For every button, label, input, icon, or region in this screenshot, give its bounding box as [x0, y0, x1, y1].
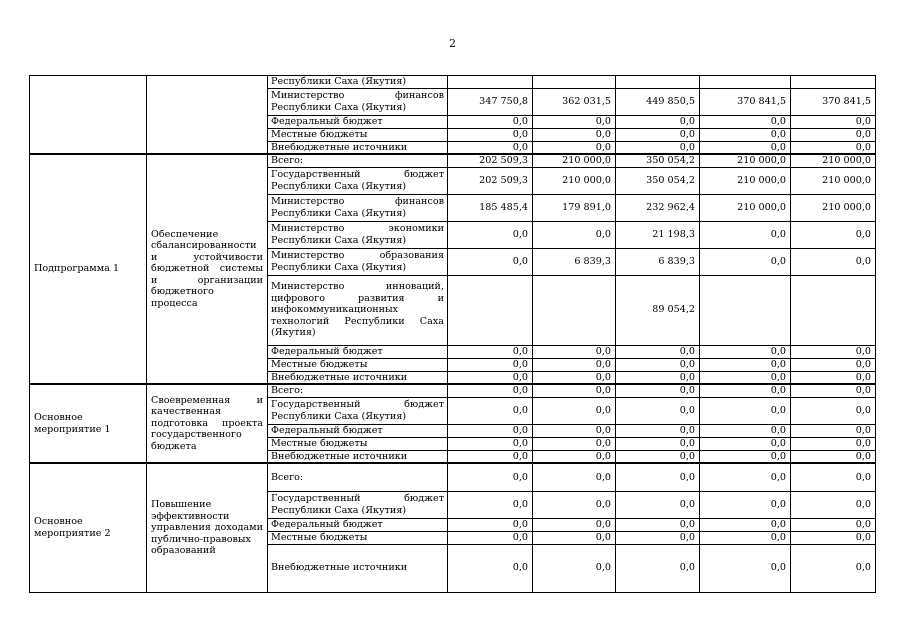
value-cell: 0,0 — [448, 450, 533, 463]
value-cell: 0,0 — [616, 518, 700, 531]
funding-source: Министерство финансов Республики Саха (Якутия) — [268, 88, 448, 115]
value-cell — [616, 76, 700, 89]
value-cell: 0,0 — [448, 544, 533, 592]
program-description — [147, 76, 268, 155]
value-cell: 0,0 — [791, 384, 876, 397]
value-cell: 0,0 — [616, 531, 700, 544]
value-cell: 0,0 — [700, 531, 791, 544]
value-cell: 6 839,3 — [616, 248, 700, 275]
value-cell: 202 509,3 — [448, 167, 533, 194]
funding-source: Республики Саха (Якутия) — [268, 76, 448, 89]
value-cell: 0,0 — [791, 531, 876, 544]
value-cell: 0,0 — [448, 221, 533, 248]
value-cell: 0,0 — [700, 491, 791, 518]
funding-source: Местные бюджеты — [268, 531, 448, 544]
table-row — [30, 76, 876, 89]
value-cell: 347 750,8 — [448, 88, 533, 115]
value-cell: 0,0 — [791, 437, 876, 450]
funding-source: Местные бюджеты — [268, 358, 448, 371]
value-cell: 350 054,2 — [616, 154, 700, 167]
funding-source: Федеральный бюджет — [268, 424, 448, 437]
value-cell: 0,0 — [791, 345, 876, 358]
funding-source: Федеральный бюджет — [268, 518, 448, 531]
value-cell: 21 198,3 — [616, 221, 700, 248]
table-row — [30, 384, 876, 397]
value-cell — [700, 76, 791, 89]
value-cell: 0,0 — [791, 221, 876, 248]
value-cell: 0,0 — [448, 491, 533, 518]
funding-source: Внебюджетные источники — [268, 544, 448, 592]
value-cell: 0,0 — [791, 115, 876, 128]
value-cell: 0,0 — [616, 463, 700, 491]
value-cell — [448, 275, 533, 345]
value-cell: 0,0 — [700, 384, 791, 397]
value-cell: 0,0 — [448, 463, 533, 491]
value-cell: 0,0 — [448, 384, 533, 397]
value-cell: 210 000,0 — [533, 167, 616, 194]
value-cell: 0,0 — [533, 463, 616, 491]
funding-source: Местные бюджеты — [268, 128, 448, 141]
value-cell: 210 000,0 — [533, 154, 616, 167]
value-cell: 0,0 — [616, 437, 700, 450]
value-cell — [533, 76, 616, 89]
value-cell: 0,0 — [791, 544, 876, 592]
program-label: Основное мероприятие 2 — [30, 463, 147, 592]
value-cell: 0,0 — [700, 518, 791, 531]
value-cell: 0,0 — [616, 141, 700, 154]
funding-source: Министерство финансов Республики Саха (Якутия) — [268, 194, 448, 221]
funding-source: Внебюджетные источники — [268, 450, 448, 463]
value-cell: 0,0 — [448, 248, 533, 275]
value-cell: 0,0 — [533, 531, 616, 544]
program-label: Основное мероприятие 1 — [30, 384, 147, 463]
value-cell: 0,0 — [533, 397, 616, 424]
value-cell: 89 054,2 — [616, 275, 700, 345]
value-cell: 0,0 — [533, 221, 616, 248]
value-cell: 210 000,0 — [700, 194, 791, 221]
value-cell: 370 841,5 — [791, 88, 876, 115]
value-cell: 0,0 — [616, 544, 700, 592]
value-cell: 210 000,0 — [791, 154, 876, 167]
funding-source: Всего: — [268, 463, 448, 491]
value-cell: 0,0 — [616, 358, 700, 371]
value-cell: 0,0 — [791, 463, 876, 491]
value-cell: 0,0 — [791, 518, 876, 531]
value-cell: 0,0 — [616, 424, 700, 437]
value-cell: 0,0 — [791, 358, 876, 371]
value-cell: 0,0 — [791, 371, 876, 384]
budget-table — [29, 75, 876, 593]
funding-source: Внебюджетные источники — [268, 371, 448, 384]
value-cell — [791, 275, 876, 345]
value-cell: 0,0 — [616, 397, 700, 424]
value-cell: 0,0 — [616, 371, 700, 384]
value-cell: 0,0 — [791, 424, 876, 437]
value-cell: 0,0 — [616, 491, 700, 518]
funding-source: Федеральный бюджет — [268, 345, 448, 358]
value-cell: 0,0 — [448, 518, 533, 531]
program-description: Повышение эффективности управления доходами публично-правовых образований — [147, 463, 268, 592]
value-cell: 0,0 — [700, 450, 791, 463]
funding-source: Всего: — [268, 384, 448, 397]
value-cell: 0,0 — [700, 248, 791, 275]
value-cell: 0,0 — [616, 345, 700, 358]
value-cell: 0,0 — [448, 371, 533, 384]
value-cell: 350 054,2 — [616, 167, 700, 194]
value-cell: 0,0 — [448, 437, 533, 450]
program-description: Своевременная и качественная подготовка проекта государственного бюджета — [147, 384, 268, 463]
value-cell: 0,0 — [533, 424, 616, 437]
value-cell: 0,0 — [533, 115, 616, 128]
value-cell: 0,0 — [533, 518, 616, 531]
program-description: Обеспечение сбалансированности и устойчивости бюджетной системы и организации бюджетного процесса — [147, 154, 268, 384]
value-cell: 210 000,0 — [700, 167, 791, 194]
value-cell: 6 839,3 — [533, 248, 616, 275]
program-label: Подпрограмма 1 — [30, 154, 147, 384]
value-cell: 370 841,5 — [700, 88, 791, 115]
value-cell: 0,0 — [700, 221, 791, 248]
value-cell: 232 962,4 — [616, 194, 700, 221]
value-cell: 0,0 — [533, 384, 616, 397]
funding-source: Министерство инноваций, цифрового развития и инфокоммуникационных технологий Республики Саха (Якутия) — [268, 275, 448, 345]
value-cell: 0,0 — [791, 397, 876, 424]
value-cell: 0,0 — [700, 544, 791, 592]
value-cell: 0,0 — [791, 491, 876, 518]
value-cell: 210 000,0 — [791, 167, 876, 194]
value-cell: 0,0 — [533, 450, 616, 463]
value-cell: 0,0 — [533, 141, 616, 154]
value-cell: 210 000,0 — [791, 194, 876, 221]
value-cell: 362 031,5 — [533, 88, 616, 115]
value-cell — [700, 275, 791, 345]
value-cell: 0,0 — [700, 358, 791, 371]
funding-source: Государственный бюджет Республики Саха (Якутия) — [268, 491, 448, 518]
value-cell: 0,0 — [448, 141, 533, 154]
funding-source: Внебюджетные источники — [268, 141, 448, 154]
value-cell: 0,0 — [533, 358, 616, 371]
value-cell: 0,0 — [448, 345, 533, 358]
value-cell: 449 850,5 — [616, 88, 700, 115]
value-cell: 210 000,0 — [700, 154, 791, 167]
value-cell: 0,0 — [533, 345, 616, 358]
value-cell: 0,0 — [448, 531, 533, 544]
value-cell: 0,0 — [700, 437, 791, 450]
value-cell: 185 485,4 — [448, 194, 533, 221]
value-cell: 0,0 — [700, 424, 791, 437]
funding-source: Местные бюджеты — [268, 437, 448, 450]
value-cell: 0,0 — [700, 141, 791, 154]
value-cell: 0,0 — [533, 128, 616, 141]
value-cell: 0,0 — [533, 544, 616, 592]
value-cell: 0,0 — [616, 384, 700, 397]
table-row — [30, 463, 876, 491]
value-cell: 179 891,0 — [533, 194, 616, 221]
value-cell — [791, 76, 876, 89]
table-row — [30, 154, 876, 167]
value-cell: 0,0 — [533, 371, 616, 384]
value-cell: 0,0 — [616, 128, 700, 141]
value-cell: 0,0 — [700, 128, 791, 141]
value-cell: 0,0 — [448, 424, 533, 437]
value-cell: 0,0 — [448, 115, 533, 128]
value-cell: 0,0 — [700, 115, 791, 128]
program-label — [30, 76, 147, 155]
value-cell: 0,0 — [791, 248, 876, 275]
value-cell — [533, 275, 616, 345]
value-cell: 0,0 — [448, 358, 533, 371]
funding-source: Федеральный бюджет — [268, 115, 448, 128]
value-cell: 0,0 — [700, 463, 791, 491]
value-cell: 0,0 — [616, 115, 700, 128]
funding-source: Министерство экономики Республики Саха (Якутия) — [268, 221, 448, 248]
value-cell: 0,0 — [448, 128, 533, 141]
value-cell: 0,0 — [791, 450, 876, 463]
value-cell: 0,0 — [700, 371, 791, 384]
funding-source: Министерство образования Республики Саха (Якутия) — [268, 248, 448, 275]
value-cell: 0,0 — [533, 491, 616, 518]
page-number: 2 — [449, 37, 456, 50]
value-cell: 0,0 — [700, 345, 791, 358]
value-cell: 0,0 — [700, 397, 791, 424]
value-cell: 0,0 — [791, 141, 876, 154]
funding-source: Всего: — [268, 154, 448, 167]
funding-source: Государственный бюджет Республики Саха (Якутия) — [268, 167, 448, 194]
value-cell: 0,0 — [533, 437, 616, 450]
value-cell — [448, 76, 533, 89]
value-cell: 0,0 — [791, 128, 876, 141]
funding-source: Государственный бюджет Республики Саха (Якутия) — [268, 397, 448, 424]
value-cell: 0,0 — [448, 397, 533, 424]
value-cell: 202 509,3 — [448, 154, 533, 167]
value-cell: 0,0 — [616, 450, 700, 463]
